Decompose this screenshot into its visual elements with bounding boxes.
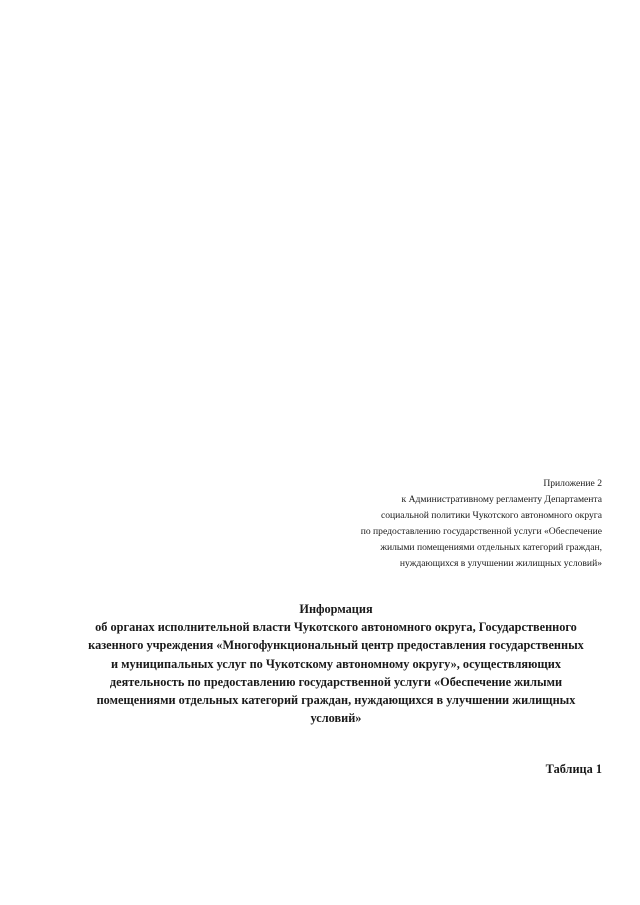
appendix-note [272,476,602,571]
appendix-line: нуждающихся в улучшении жилищных условий» [399,557,602,569]
title-line: деятельность по предоставлению государственной услуги «Обеспечение жилыми [109,674,563,689]
appendix-line: жилыми помещениями отдельных категорий граждан, [380,541,602,553]
appendix-line: социальной политики Чукотского автономного округа [380,509,602,521]
title-line: помещениями отдельных категорий граждан, нуждающихся в улучшении жилищных [96,693,576,708]
document-title [50,600,622,727]
appendix-line: по предоставлению государственной услуги «Обеспечение [360,525,602,537]
title-line: об органах исполнительной власти Чукотского автономного округа, Государственного [95,620,577,635]
title-line: и муниципальных услуг по Чукотскому автономному округу», осуществляющих [110,656,562,671]
appendix-line: Приложение 2 [543,478,602,489]
title-heading: Информация [299,602,373,616]
appendix-line: к Административному регламенту Департамента [401,493,602,505]
title-line: казенного учреждения «Многофункциональный центр предоставления государственных [88,638,584,653]
title-line: условий» [310,711,362,726]
table-label: Таблица 1 [545,762,602,776]
